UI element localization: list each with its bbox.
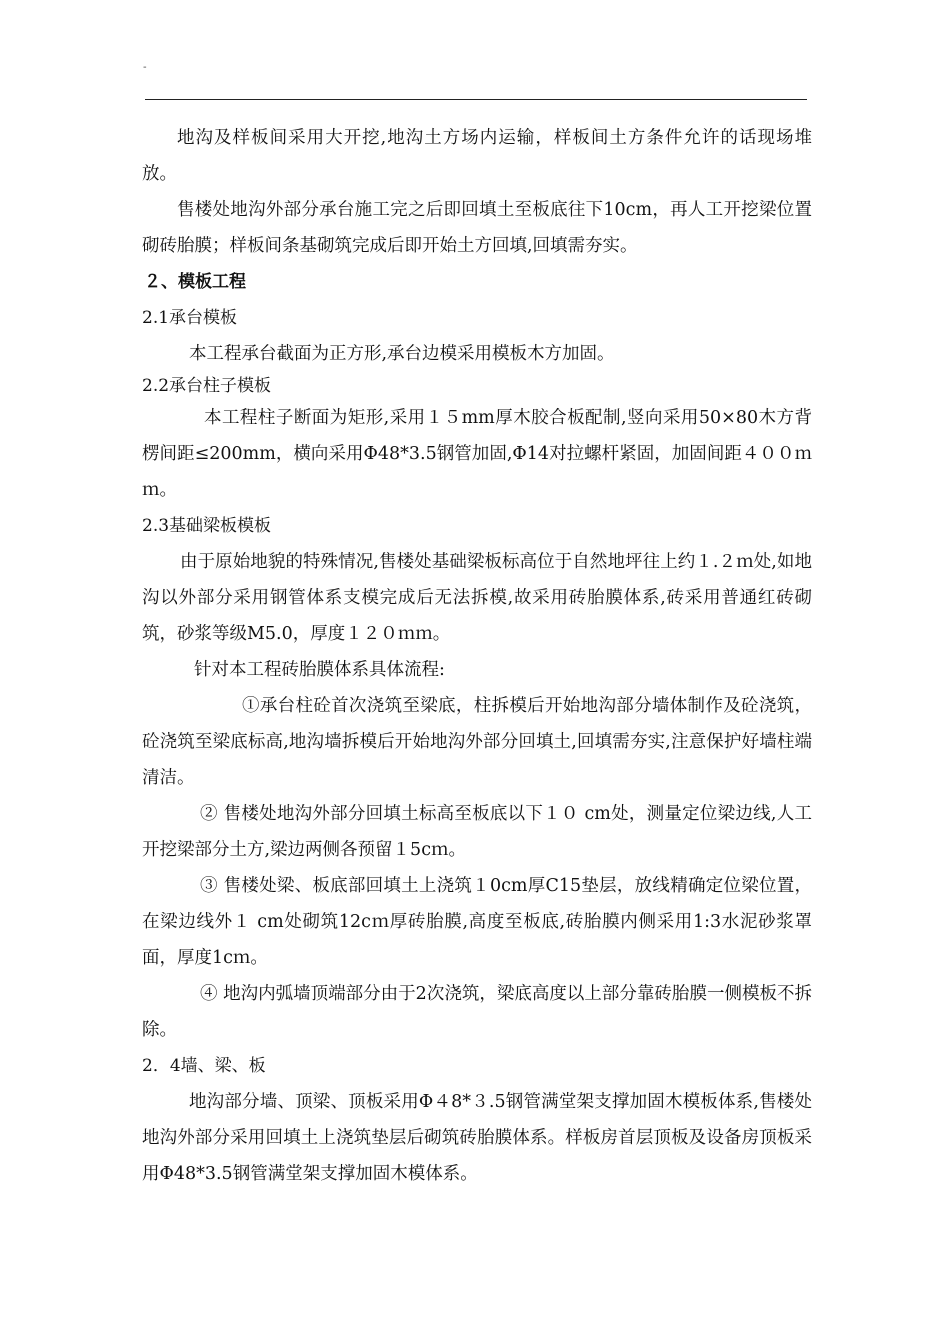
paragraph-process-intro: 针对本工程砖胎膜体系具体流程: xyxy=(194,660,445,680)
header-mark: - xyxy=(143,62,147,73)
paragraph-step-1: ①承台柱砼首次浇筑至梁底，柱拆模后开始地沟部分墙体制作及砼浇筑，砼浇筑至梁底标高,地沟墙拆模后开始地沟外部分回填土,回填需夯实,注意保护好墙柱端清洁。 xyxy=(142,696,812,788)
paragraph-pile-cap-formwork: 本工程承台截面为正方形,承台边模采用模板木方加固。 xyxy=(189,344,615,364)
paragraph-step-2: ② 售楼处地沟外部分回填土标高至板底以下１０ cm处，测量定位梁边线,人工开挖梁部分土方,梁边两侧各预留１5cｍ。 xyxy=(142,804,812,860)
subheading-2-4: 2．4墙、梁、板 xyxy=(142,1056,266,1076)
header-rule xyxy=(145,99,807,100)
subheading-2-2: 2.2承台柱子模板 xyxy=(142,376,272,396)
section-heading-formwork: ２、模板工程 xyxy=(144,272,246,292)
paragraph-beam-slab-formwork: 由于原始地貌的特殊情况,售楼处基础梁板标高位于自然地坪往上约１.２ｍ处,如地沟以外部分采用钢管体系支模完成后无法拆模,故采用砖胎膜体系,砖采用普通红砖砌筑，砂浆等级M5.0，厚度１２０ｍｍ。 xyxy=(142,552,812,644)
paragraph-step-4: ④ 地沟内弧墙顶端部分由于2次浇筑，梁底高度以上部分靠砖胎膜一侧模板不拆除。 xyxy=(142,984,812,1040)
paragraph-backfill: 售楼处地沟外部分承台施工完之后即回填土至板底往下10cm，再人工开挖梁位置砌砖胎膜；样板间条基砌筑完成后即开始土方回填,回填需夯实。 xyxy=(142,200,812,256)
subheading-2-1: 2.1承台模板 xyxy=(142,308,238,328)
paragraph-excavation: 地沟及样板间采用大开挖,地沟土方场内运输，样板间土方条件允许的话现场堆放。 xyxy=(142,128,812,184)
paragraph-wall-beam-slab: 地沟部分墙、顶梁、顶板采用Φ４8*３.5钢管满堂架支撑加固木模板体系,售楼处地沟外部分采用回填土上浇筑垫层后砌筑砖胎膜体系。样板房首层顶板及设备房顶板采用Φ48*3.5钢管满堂架支撑加固木模体系。 xyxy=(142,1092,812,1184)
paragraph-column-formwork: 本工程柱子断面为矩形,采用１５mm厚木胶合板配制,竖向采用50×80木方背楞间距≤200mm，横向采用Φ48*3.5钢管加固,Φ14对拉螺杆紧固，加固间距４００ｍｍ。 xyxy=(142,408,812,500)
document-body xyxy=(142,120,812,1192)
subheading-2-3: 2.3基础梁板模板 xyxy=(142,516,272,536)
paragraph-step-3: ③ 售楼处梁、板底部回填土上浇筑１0cm厚C15垫层，放线精确定位梁位置，在梁边线外１ cm处砌筑12cｍ厚砖胎膜,高度至板底,砖胎膜内侧采用1:3水泥砂浆罩面，厚度1cｍ。 xyxy=(142,876,812,968)
